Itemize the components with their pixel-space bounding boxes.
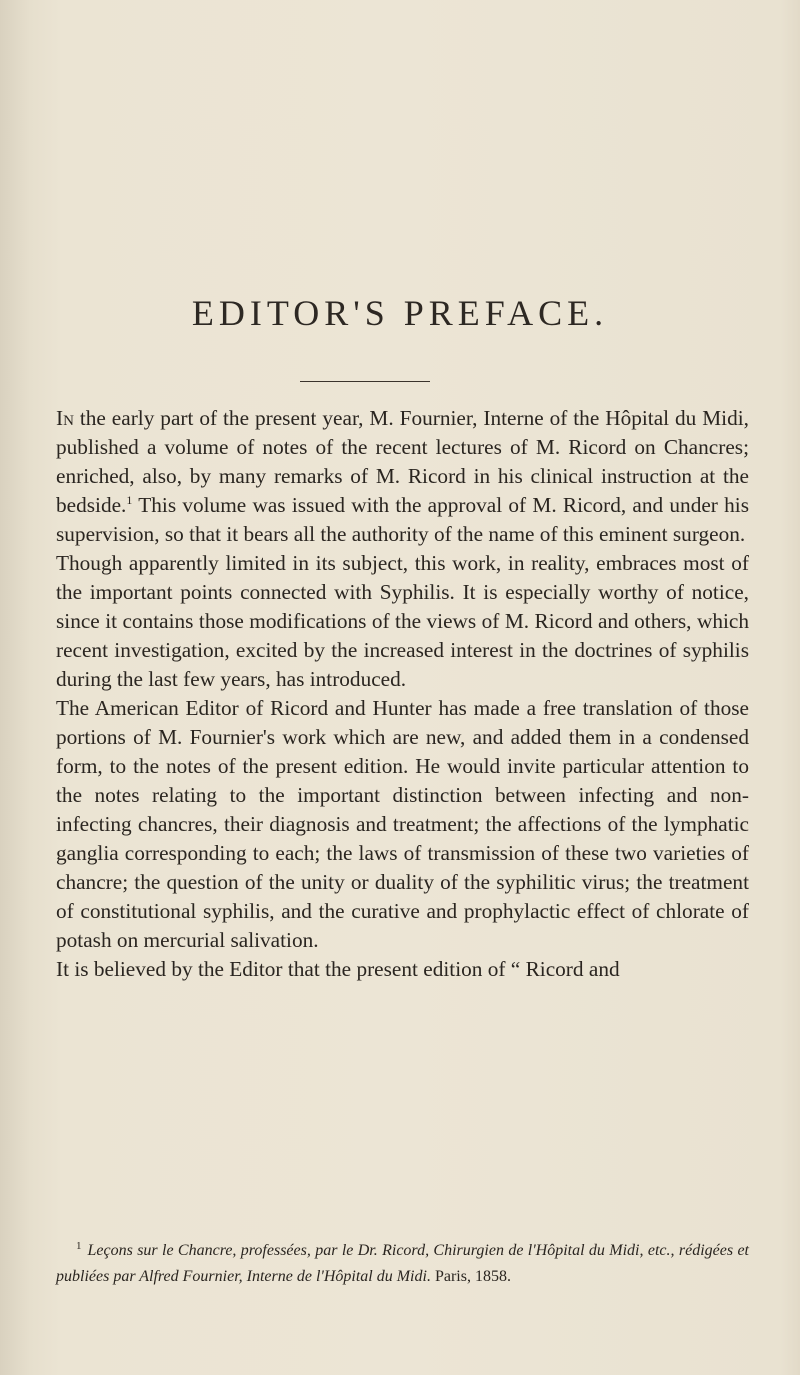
footnote-reference: 1 (126, 492, 133, 507)
footnote-citation: Leçons sur le Chancre, professées, par le Dr. Ricord, Chirurgien de l'Hôpital du Midi, etc., rédigées et publiées par Alfred Fournier, Interne de l'Hôpital du Midi. (56, 1242, 749, 1285)
title-divider (300, 381, 430, 382)
paragraph-1 (56, 404, 749, 549)
preface-body (56, 404, 749, 984)
footnote (56, 1238, 749, 1290)
paragraph-1-continued: This volume was issued with the approval of M. Ricord, and under his supervision, so that it bears all the authority of the name of this eminent surgeon. (56, 493, 749, 546)
paragraph-3: The American Editor of Ricord and Hunter has made a free translation of those portions of M. Fournier's work which are new, and added them in a condensed form, to the notes of the present edition. He would invite particular attention to the notes relating to the important distinction between infecting and non-infecting chancres, their diagnosis and treatment; the affections of the lymphatic ganglia corresponding to each; the laws of transmission of these two varieties of chancre; the question of the unity or duality of the syphilitic virus; the treatment of constitutional syphilis, and the curative and prophylactic effect of chlorate of potash on mercurial salivation. (56, 696, 749, 952)
footnote-mark: 1 (76, 1239, 82, 1252)
paragraph-2: Though apparently limited in its subject, this work, in reality, embraces most of the important points connected with Syphilis. It is especially worthy of notice, since it contains those modifications of the views of M. Ricord and others, which recent investigation, excited by the increased interest in the doctrines of syphilis during the last few years, has introduced. (56, 551, 749, 691)
lead-word: In (56, 406, 74, 430)
page-title: EDITOR'S PREFACE. (191, 293, 609, 333)
paragraph-4: It is believed by the Editor that the present edition of “ Ricord and (56, 957, 620, 981)
footnote-publication: Paris, 1858. (430, 1268, 511, 1285)
paragraph-1-text: the early part of the present year, M. Fournier, Interne of the Hôpital du Midi, published a volume of notes of the recent lectures of M. Ricord on Chancres; enriched, also, by many remarks of M. Ricord in his clinical instruction at the bedside. (56, 406, 749, 517)
